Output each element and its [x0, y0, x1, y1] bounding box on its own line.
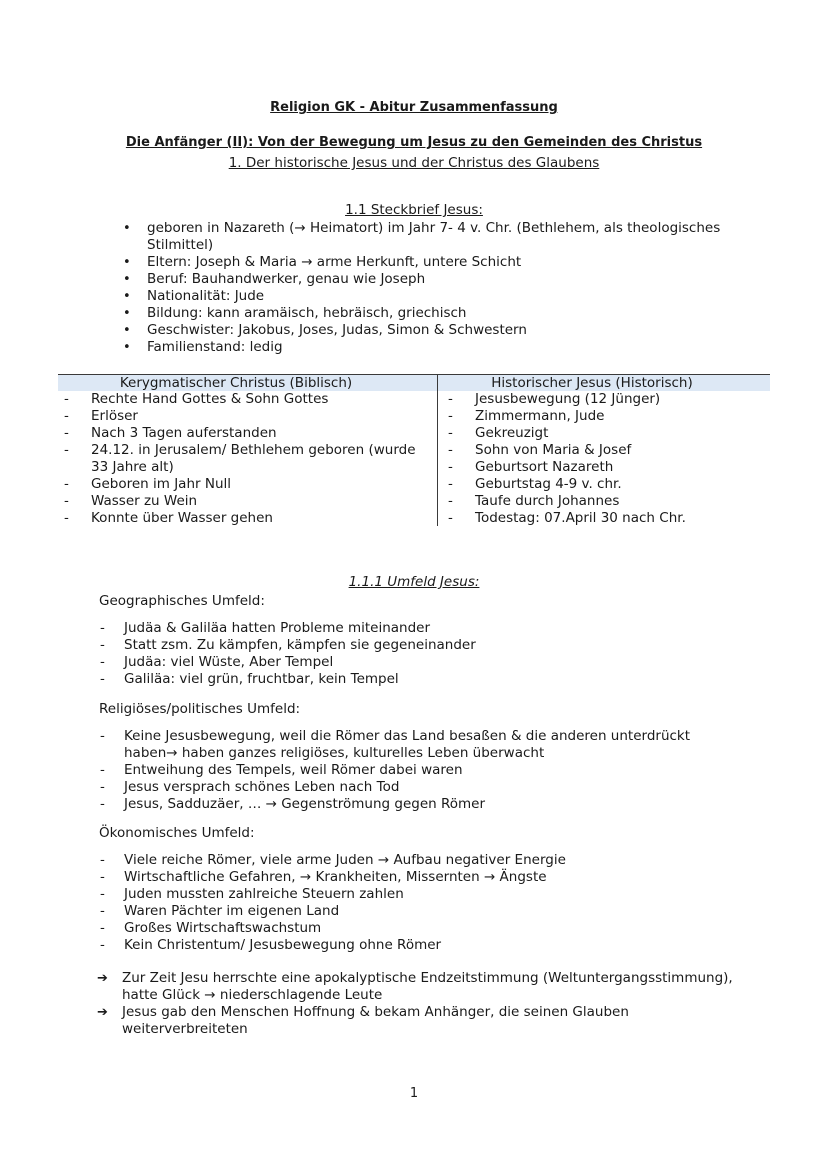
table-cell: - Jesusbewegung (12 Jünger) [442, 391, 762, 408]
list-item: - Judäa & Galiläa hatten Probleme miteinander [97, 620, 717, 637]
table-cell: - Erlöser [58, 408, 428, 425]
table-cell: - Rechte Hand Gottes & Sohn Gottes [58, 391, 428, 408]
table-cell: - Wasser zu Wein [58, 493, 428, 510]
table-cell: - Geboren im Jahr Null [58, 476, 428, 493]
list-item: - Juden mussten zahlreiche Steuern zahlen [97, 886, 717, 903]
geo-label: Geographisches Umfeld: [99, 593, 265, 609]
list-item: - Statt zsm. Zu kämpfen, kämpfen sie gegeneinander [97, 637, 717, 654]
list-item: - Waren Pächter im eigenen Land [97, 903, 717, 920]
list-item: - Galiläa: viel grün, fruchtbar, kein Tempel [97, 671, 717, 688]
list-item: • Nationalität: Jude [121, 288, 741, 305]
rel-label: Religiöses/politisches Umfeld: [99, 701, 301, 717]
oek-list [97, 852, 717, 954]
table-header [58, 374, 770, 391]
list-item: • Geschwister: Jakobus, Joses, Judas, Simon & Schwestern [121, 322, 741, 339]
table-cell: - Zimmermann, Jude [442, 408, 762, 425]
oek-label: Ökonomisches Umfeld: [99, 825, 255, 841]
list-item: - Kein Christentum/ Jesusbewegung ohne Römer [97, 937, 717, 954]
list-item: - Jesus versprach schönes Leben nach Tod [97, 779, 697, 796]
comparison-table [58, 374, 770, 526]
chapter-heading: Die Anfänger (II): Von der Bewegung um Jesus zu den Gemeinden des Christus [125, 135, 703, 150]
steckbrief-heading: 1.1 Steckbrief Jesus: [345, 202, 483, 218]
table-cell: - Geburtstag 4-9 v. chr. [442, 476, 762, 493]
list-item: • Eltern: Joseph & Maria → arme Herkunft, untere Schicht [121, 254, 741, 271]
list-item: • Familienstand: ledig [121, 339, 741, 356]
umfeld-heading: 1.1.1 Umfeld Jesus: [348, 574, 480, 590]
table-cell: - Nach 3 Tagen auferstanden [58, 425, 428, 442]
rel-list [97, 728, 697, 813]
table-column-historisch [442, 391, 762, 527]
table-header-historisch: Historischer Jesus (Historisch) [491, 375, 693, 391]
table-cell: - Gekreuzigt [442, 425, 762, 442]
page-number: 1 [409, 1086, 419, 1101]
table-cell: - Sohn von Maria & Josef [442, 442, 762, 459]
section-heading: 1. Der historische Jesus und der Christus des Glaubens [228, 155, 600, 171]
table-cell: - 24.12. in Jerusalem/ Bethlehem geboren (wurde 33 Jahre alt) [58, 442, 428, 476]
geo-list [97, 620, 717, 688]
steckbrief-list [121, 220, 741, 356]
list-item: - Judäa: viel Wüste, Aber Tempel [97, 654, 717, 671]
table-cell: - Geburtsort Nazareth [442, 459, 762, 476]
list-item: - Großes Wirtschaftswachstum [97, 920, 717, 937]
table-header-kerygmatisch: Kerygmatischer Christus (Biblisch) [119, 375, 353, 391]
table-cell: - Konnte über Wasser gehen [58, 510, 428, 527]
table-column-kerygmatisch [58, 391, 428, 527]
list-item: - Entweihung des Tempels, weil Römer dabei waren [97, 762, 697, 779]
document-title: Religion GK - Abitur Zusammenfassung [270, 100, 558, 115]
list-item: - Viele reiche Römer, viele arme Juden → Aufbau negativer Energie [97, 852, 717, 869]
conclusion-list [97, 970, 737, 1038]
table-cell: - Taufe durch Johannes [442, 493, 762, 510]
list-item: ➔ Zur Zeit Jesu herrschte eine apokalyptische Endzeitstimmung (Weltuntergangsstimmung), hatte Glück → niederschlagende Leute [97, 970, 737, 1004]
list-item: • geboren in Nazareth (→ Heimatort) im Jahr 7- 4 v. Chr. (Bethlehem, als theologisches Stilmittel) [121, 220, 741, 254]
list-item: - Keine Jesusbewegung, weil die Römer das Land besaßen & die anderen unterdrückt haben→ haben ganzes religiöses, kulturelles Leben überwacht [97, 728, 697, 762]
list-item: - Jesus, Sadduzäer, … → Gegenströmung gegen Römer [97, 796, 697, 813]
list-item: • Bildung: kann aramäisch, hebräisch, griechisch [121, 305, 741, 322]
table-divider [437, 374, 438, 526]
list-item: - Wirtschaftliche Gefahren, → Krankheiten, Missernten → Ängste [97, 869, 717, 886]
table-cell: - Todestag: 07.April 30 nach Chr. [442, 510, 762, 527]
list-item: ➔ Jesus gab den Menschen Hoffnung & bekam Anhänger, die seinen Glauben weiterverbreiteten [97, 1004, 737, 1038]
list-item: • Beruf: Bauhandwerker, genau wie Joseph [121, 271, 741, 288]
